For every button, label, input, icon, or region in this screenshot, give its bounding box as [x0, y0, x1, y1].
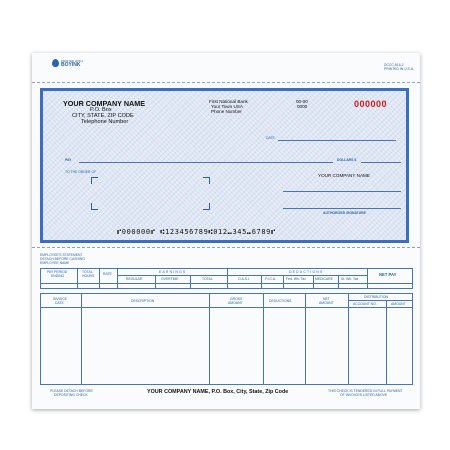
net-label-2: AMOUNT: [319, 301, 334, 305]
bank-name: First National Bank: [209, 99, 248, 104]
invoice-label-2: DATE: [55, 301, 64, 305]
logo-top-text: PRINTED WITH: [61, 59, 83, 63]
form-number: DCCC-616-2: [384, 63, 404, 67]
col-divider: [99, 269, 100, 289]
printed-in: PRINTED IN U.S.A.: [384, 67, 414, 71]
pay-period-label-2: ENDING: [51, 274, 65, 278]
earn-col-overtime: OVERTIME: [161, 277, 179, 281]
pay-period-label-1: PAY PERIOD: [47, 270, 68, 274]
pay-label: PAY: [65, 158, 72, 162]
col-divider: [81, 294, 82, 385]
col-divider: [313, 275, 314, 289]
col-divider: [305, 294, 306, 385]
row-divider: [41, 283, 413, 284]
company-po-box: P.O. Box: [90, 107, 112, 113]
row-divider: [117, 275, 367, 276]
col-divider: [261, 275, 262, 289]
footer-detach-1: PLEASE DETACH BEFORE: [50, 389, 93, 393]
fraction-top: 00-00: [296, 99, 308, 104]
bank-phone: Phone Number: [211, 109, 242, 114]
signature-label: AUTHORIZED SIGNATURE: [323, 211, 366, 215]
net-label-1: NET: [323, 297, 330, 301]
company-city-state-zip: CITY, STATE, ZIP CODE: [72, 113, 134, 119]
ded-col-fica: F.I.C.A.: [265, 277, 277, 281]
invoice-table: [40, 293, 413, 385]
footer-detach-2: DEPOSITING CHECK: [54, 393, 88, 397]
ded-col-medicare: MEDICARE: [315, 277, 333, 281]
order-label: TO THE ORDER OF: [65, 170, 97, 174]
account-no-label: ACCOUNT NO.: [353, 302, 377, 306]
footer-tendered-2: OF INVOICES LISTED ABOVE: [340, 393, 388, 397]
col-divider: [263, 294, 264, 385]
dollars-label: DOLLARS $: [337, 158, 357, 162]
total-hours-label-1: TOTAL: [82, 270, 93, 274]
deductions-header: DEDUCTIONS: [289, 270, 324, 274]
distribution-label: DISTRIBUTION: [364, 295, 388, 299]
address-corner-br: [203, 203, 210, 210]
gross-label-2: AMOUNT: [228, 301, 243, 305]
row-divider: [348, 300, 413, 301]
bank-city: Your Town USA: [211, 104, 243, 109]
ded-col-fed-tax: Fed. Wh. Tax: [286, 277, 306, 281]
col-divider: [283, 275, 284, 289]
rate-label: RATE: [103, 272, 112, 276]
total-hours-label-2: HOURS: [82, 274, 95, 278]
earn-col-total: TOTAL: [202, 277, 213, 281]
earn-col-regular: REGULAR: [126, 277, 143, 281]
micr-line: ⑈000000⑈ ⑆123456789⑆012⑉345⑉6789⑈: [117, 228, 276, 236]
signature-line-2: [283, 208, 401, 209]
gross-label-1: GROSS: [230, 297, 243, 301]
payer-name: YOUR COMPANY NAME: [318, 173, 370, 178]
col-divider: [117, 269, 118, 289]
check-face: [40, 88, 409, 243]
footer-tendered-1: THIS CHECK IS TENDERED IN FULL PAYMENT: [328, 389, 403, 393]
col-divider: [209, 294, 210, 385]
perforation-top: [32, 82, 420, 83]
col-divider: [338, 275, 339, 289]
amount-label: AMOUNT: [391, 302, 406, 306]
pay-line: [79, 162, 333, 163]
net-pay-label: NET PAY: [379, 272, 397, 277]
company-name: YOUR COMPANY NAME: [63, 99, 145, 108]
col-divider: [155, 275, 156, 289]
company-telephone: Telephone Number: [81, 119, 129, 125]
col-divider: [348, 294, 349, 385]
statement-label-3: EMPLOYEE NAME: [40, 261, 70, 265]
col-divider: [190, 275, 191, 289]
invoice-label-1: INVOICE: [53, 297, 67, 301]
row-divider: [41, 307, 413, 308]
logo-brand: BOYINK: [61, 62, 81, 68]
address-corner-bl: [91, 203, 98, 210]
description-label: DESCRIPTION: [131, 299, 155, 303]
perforation-middle: [32, 247, 420, 248]
signature-line-1: [283, 191, 401, 192]
col-divider: [386, 300, 387, 385]
date-label: DATE: [266, 136, 275, 140]
earnings-table: [40, 268, 413, 289]
check-document: [32, 53, 420, 409]
ded-col-state-tax: St. Wh. Tax: [341, 277, 359, 281]
statement-label-2: DETACH BEFORE CASHING: [40, 257, 85, 261]
footer-company-address: YOUR COMPANY NAME, P.O. Box, City, State, Zip Code: [147, 389, 289, 395]
deductions-col-label: DEDUCTIONS: [269, 299, 292, 303]
earnings-header: EARNINGS: [159, 270, 187, 274]
date-line: [278, 140, 396, 141]
address-corner-tl: [91, 177, 98, 184]
col-divider: [77, 269, 78, 289]
dollars-line: [361, 162, 401, 163]
ink-drop-icon: [52, 59, 59, 67]
ded-col-oasi: O.A.S.I.: [238, 277, 250, 281]
col-divider: [367, 269, 368, 289]
statement-label-1: EMPLOYEE'S STATEMENT: [40, 253, 83, 257]
check-number: 000000: [354, 99, 388, 109]
fraction-bottom: 0000: [297, 104, 308, 109]
address-corner-tr: [203, 177, 210, 184]
col-divider: [227, 269, 228, 289]
